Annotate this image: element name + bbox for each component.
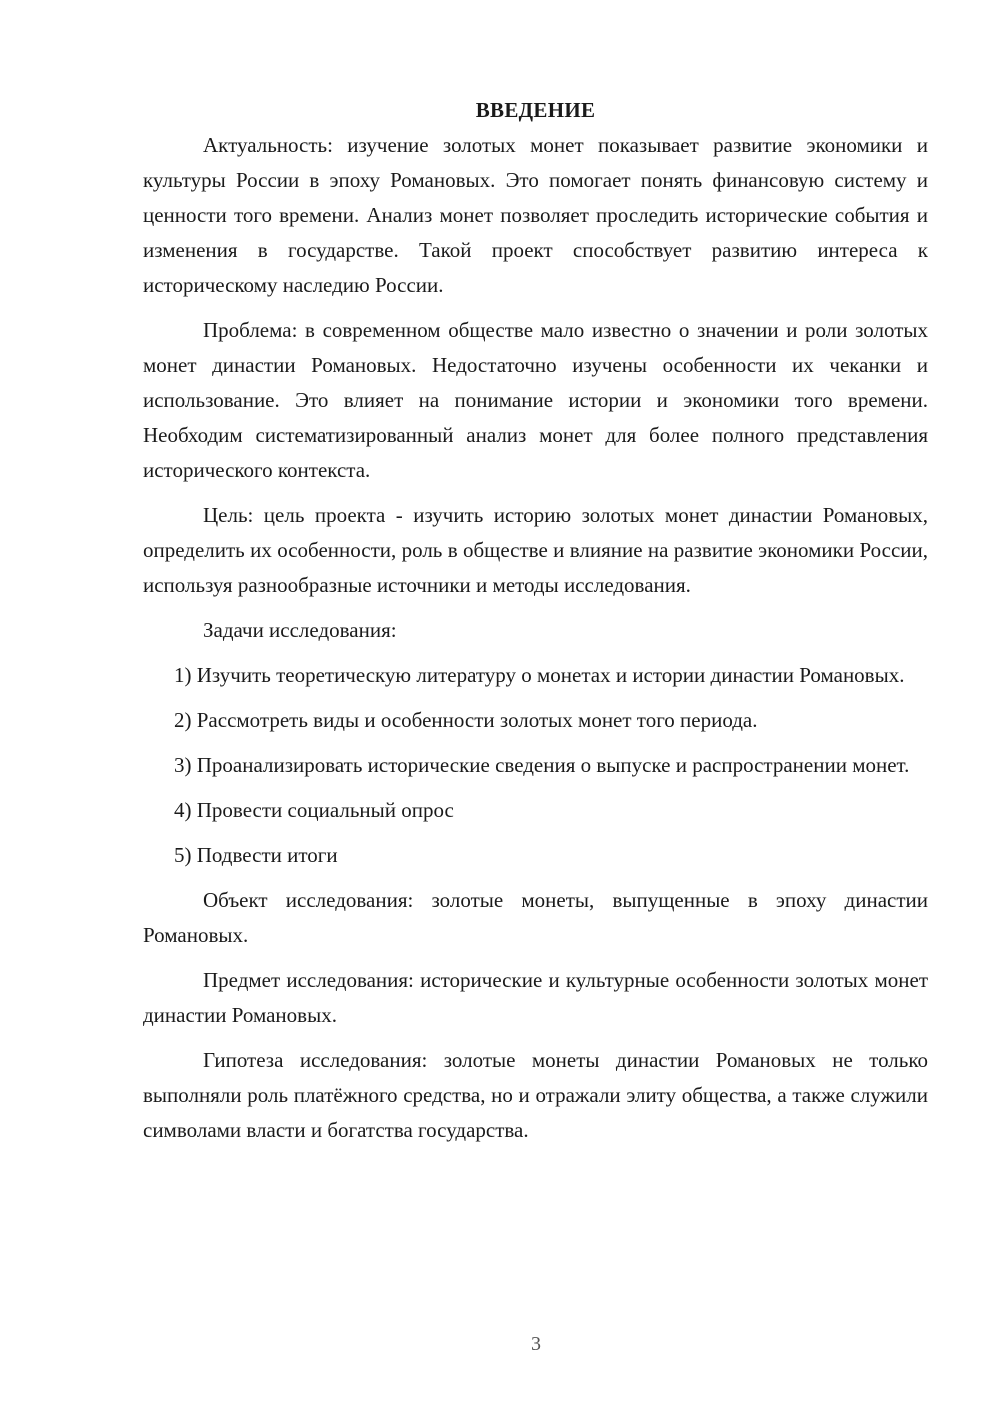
task-item: 1) Изучить теоретическую литературу о монетах и истории династии Романовых. <box>174 663 905 687</box>
task-item: 5) Подвести итоги <box>174 843 338 867</box>
document-page <box>143 93 928 1148</box>
hypothesis-paragraph: Гипотеза исследования: золотые монеты династии Романовых не только выполняли роль платёжного средства, но и отражали элиту общества, а также служили символами власти и богатства государства. <box>143 1048 928 1142</box>
task-item: 2) Рассмотреть виды и особенности золотых монет того периода. <box>174 708 758 732</box>
tasks-heading: Задачи исследования: <box>203 618 397 642</box>
page-title: ВВЕДЕНИЕ <box>475 98 596 122</box>
object-paragraph: Объект исследования: золотые монеты, выпущенные в эпоху династии Романовых. <box>143 888 928 947</box>
task-item: 3) Проанализировать исторические сведения о выпуске и распространении монет. <box>174 753 910 777</box>
goal-paragraph: Цель: цель проекта - изучить историю золотых монет династии Романовых, определить их особенности, роль в обществе и влияние на развитие экономики России, используя разнообразные источники и методы исследования. <box>143 503 928 597</box>
page-number: 3 <box>531 1333 541 1355</box>
task-item: 4) Провести социальный опрос <box>174 798 454 822</box>
subject-paragraph: Предмет исследования: исторические и культурные особенности золотых монет династии Романовых. <box>143 968 928 1027</box>
relevance-paragraph: Актуальность: изучение золотых монет показывает развитие экономики и культуры России в эпоху Романовых. Это помогает понять финансовую систему и ценности того времени. Анализ монет позволяет проследить исторические события и изменения в государстве. Такой проект способствует развитию интереса к историческому наследию России. <box>143 133 928 297</box>
problem-paragraph: Проблема: в современном обществе мало известно о значении и роли золотых монет династии Романовых. Недостаточно изучены особенности их чеканки и использование. Это влияет на понимание истории и экономики того времени. Необходим систематизированный анализ монет для более полного представления исторического контекста. <box>143 318 928 482</box>
